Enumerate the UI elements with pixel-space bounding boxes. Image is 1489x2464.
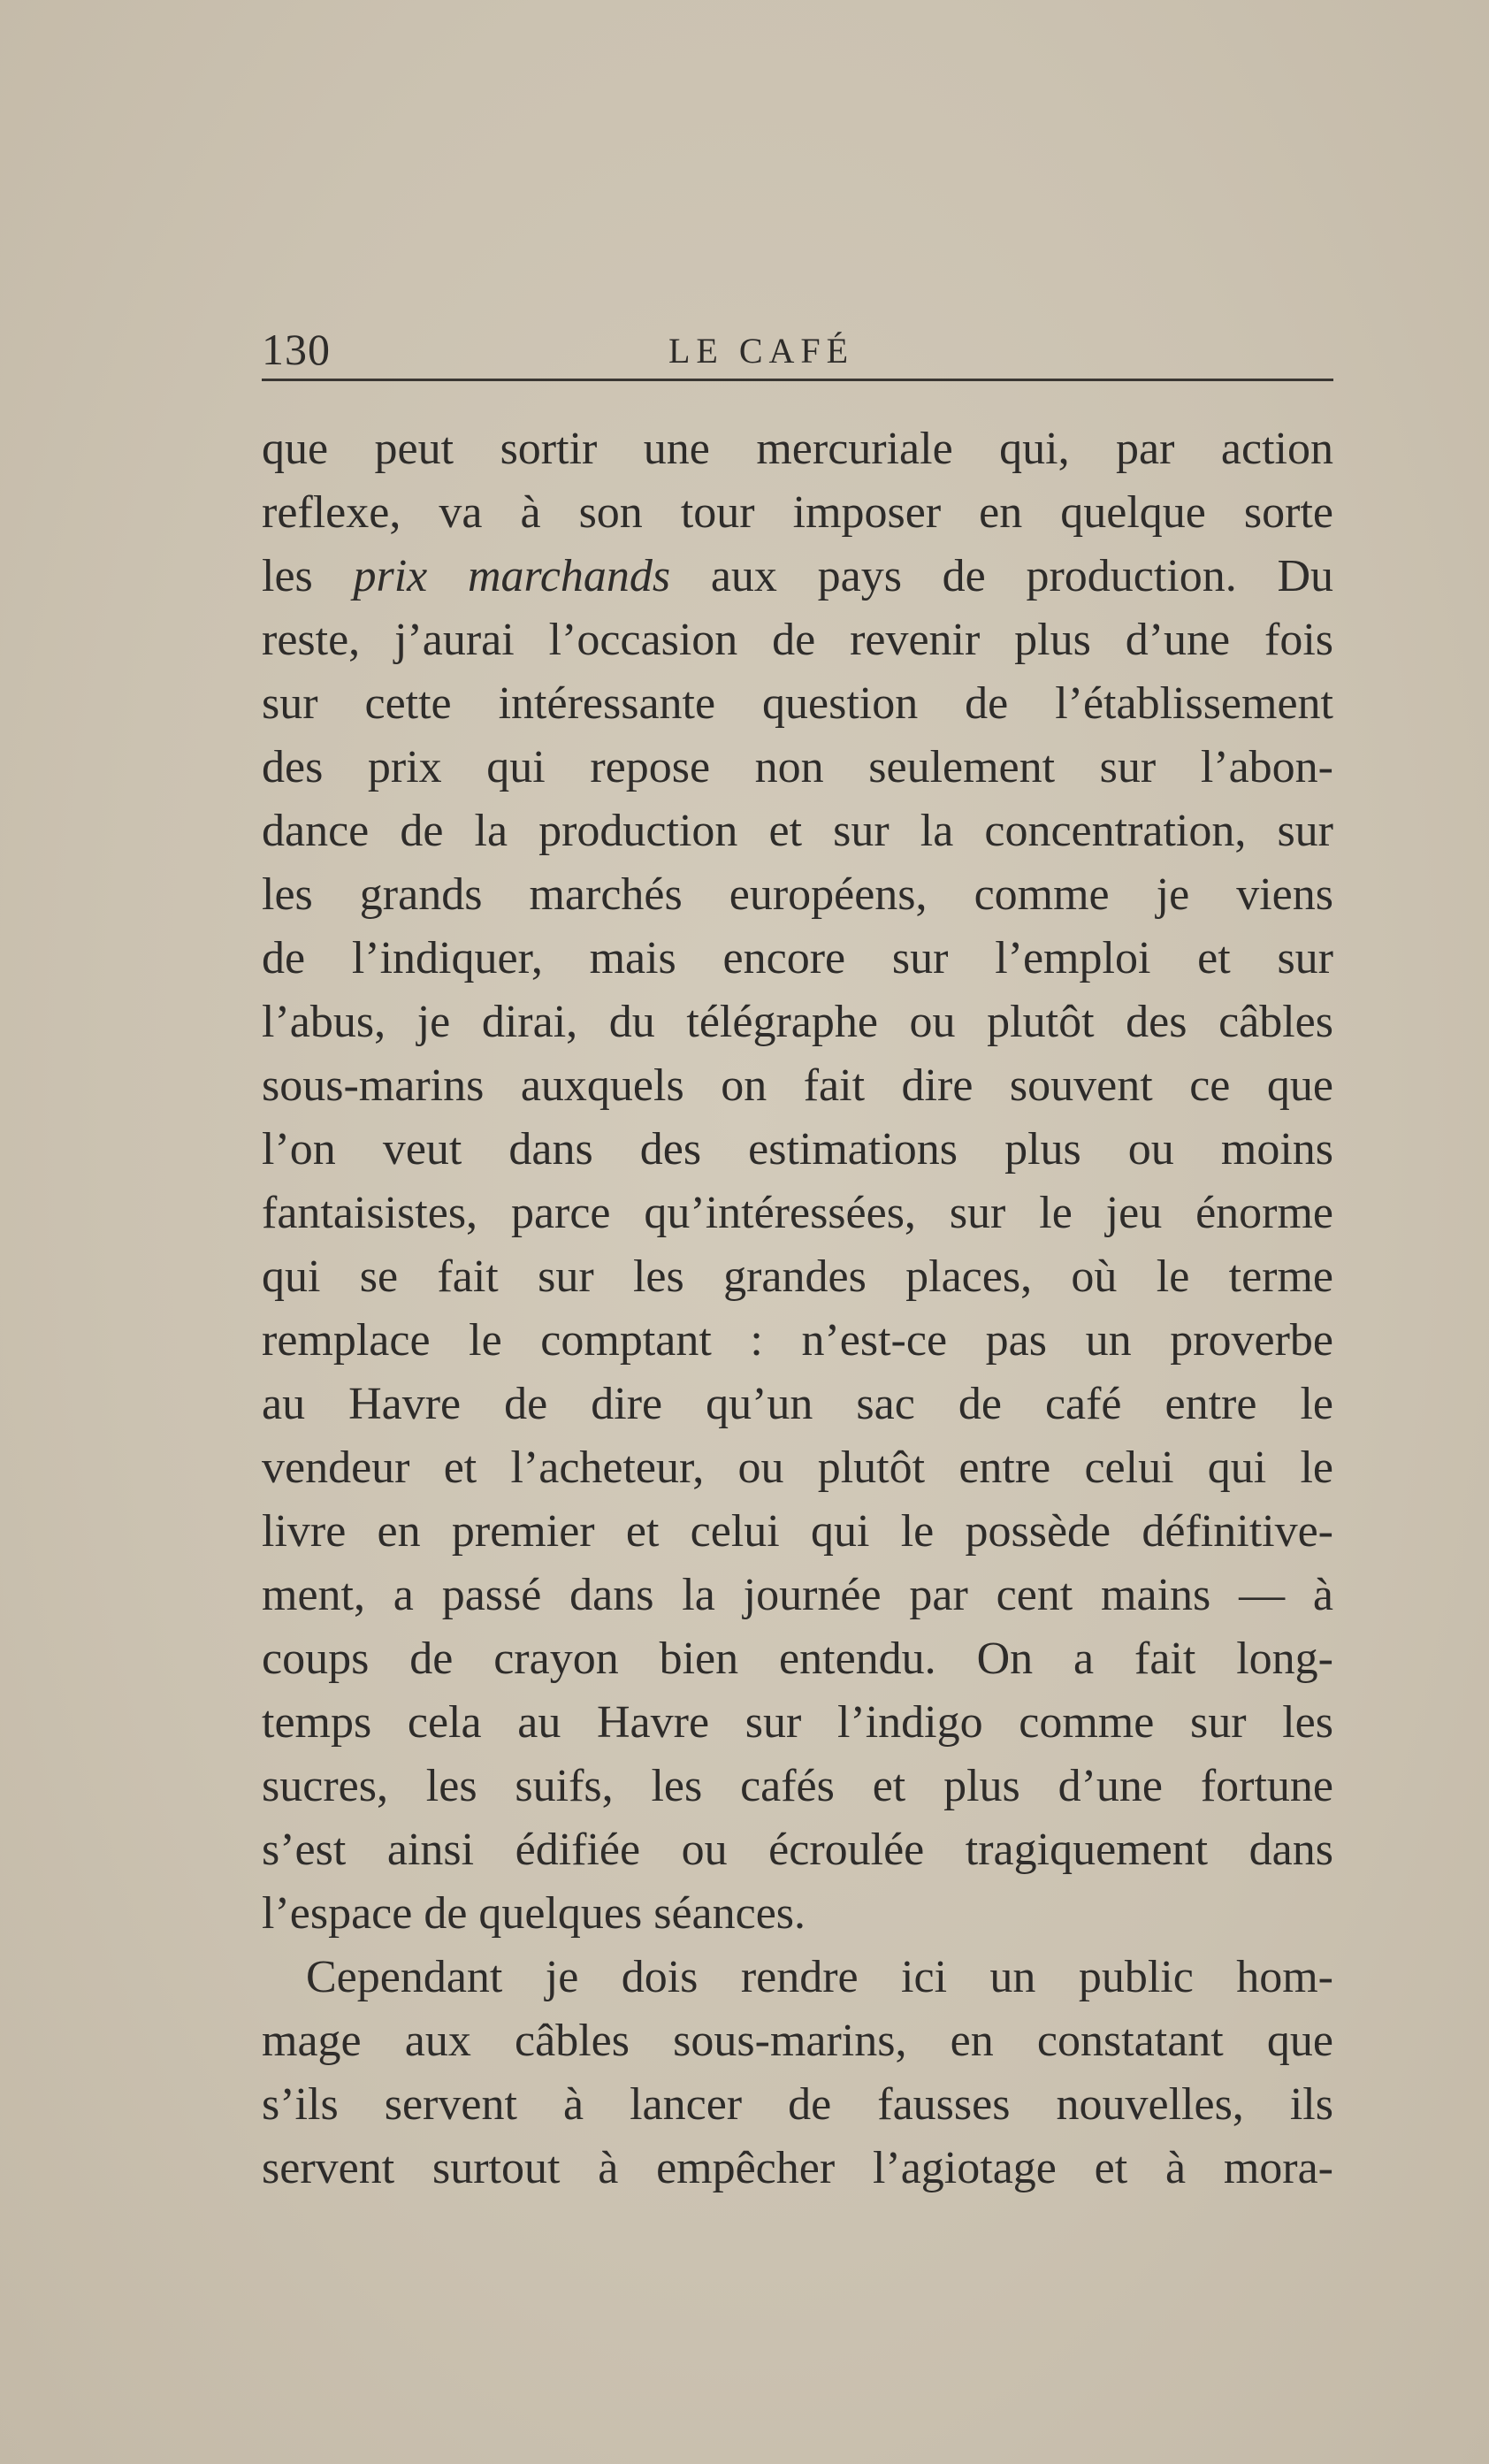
text-line: s’ils servent à lancer de fausses nouvelles, ils [262,2079,1333,2130]
running-title: LE CAFÉ [668,331,855,371]
text-line: livre en premier et celui qui le possède définitive- [262,1506,1333,1557]
text-line: au Havre de dire qu’un sac de café entre le [262,1379,1333,1429]
text-line: reflexe, va à son tour imposer en quelque sorte [262,487,1333,538]
text-line: coups de crayon bien entendu. On a fait long- [262,1634,1333,1684]
text-line: sur cette intéressante question de l’établissement [262,678,1333,729]
paragraph-last-line: l’espace de quelques séances. [262,1888,806,1939]
paragraph-first-line: Cependant je dois rendre ici un public hom- [306,1952,1333,2002]
header-rule [262,379,1333,381]
text-line: l’abus, je dirai, du télégraphe ou plutôt des câbles [262,997,1333,1047]
text-line: l’on veut dans des estimations plus ou moins [262,1124,1333,1175]
text-line: sucres, les suifs, les cafés et plus d’une fortune [262,1761,1333,1811]
text-line: qui se fait sur les grandes places, où le terme [262,1251,1333,1302]
text-line: dance de la production et sur la concentration, sur [262,806,1333,856]
text-line: mage aux câbles sous-marins, en constatant que [262,2016,1333,2066]
text-line: les grands marchés européens, comme je viens [262,869,1333,920]
text-line: servent surtout à empêcher l’agiotage et à mora- [262,2143,1333,2193]
text-line: temps cela au Havre sur l’indigo comme sur les [262,1697,1333,1748]
text-line: reste, j’aurai l’occasion de revenir plus d’une fois [262,615,1333,665]
text-line: sous-marins auxquels on fait dire souvent ce que [262,1060,1333,1111]
text-line: de l’indiquer, mais encore sur l’emploi et sur [262,933,1333,983]
body-text [262,417,1333,2200]
text-run: les [262,551,354,601]
text-line: s’est ainsi édifiée ou écroulée tragiquement dans [262,1825,1333,1875]
text-line [262,545,1333,608]
text-line: vendeur et l’acheteur, ou plutôt entre celui qui le [262,1442,1333,1493]
text-line: ment, a passé dans la journée par cent mains — à [262,1570,1333,1620]
text-line: que peut sortir une mercuriale qui, par action [262,424,1333,474]
text-run: aux pays de production. Du [670,551,1333,601]
text-line: des prix qui repose non seulement sur l’abon- [262,742,1333,792]
italic-phrase: prix marchands [353,551,671,601]
text-line: fantaisistes, parce qu’intéressées, sur le jeu énorme [262,1188,1333,1238]
text-line: remplace le comptant : n’est-ce pas un proverbe [262,1315,1333,1366]
page-number: 130 [262,325,331,374]
running-head [262,318,1333,380]
